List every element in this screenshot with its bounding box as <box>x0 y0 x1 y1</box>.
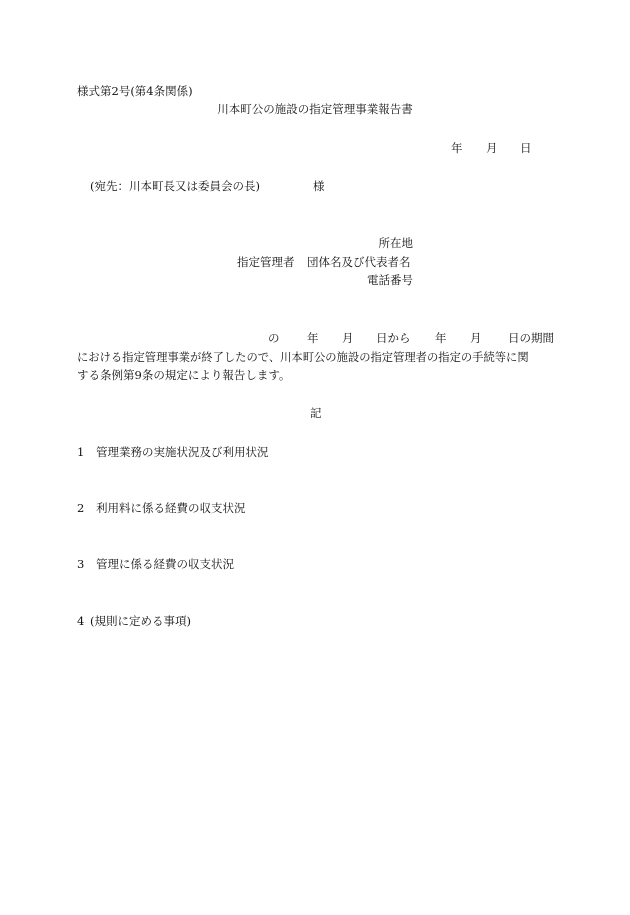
body-line-2: における指定管理事業が終了したので、川本町公の施設の指定管理者の指定の手続等に関 <box>77 351 529 364</box>
form-label: 様式第2号(第4条関係) <box>77 84 193 98</box>
addressee: (宛先：川本町長又は委員会の長) <box>90 179 260 193</box>
ki-heading: 記 <box>310 406 322 420</box>
item-text: 管理に係る経費の収支状況 <box>96 557 234 571</box>
address-label: 所在地 <box>378 236 413 250</box>
honorific: 様 <box>313 179 325 193</box>
body-line-3: する条例第9条の規定により報告します。 <box>77 368 291 382</box>
item-number: 4 <box>77 614 85 628</box>
phone-label: 電話番号 <box>367 273 413 287</box>
date-year: 年 <box>451 141 463 155</box>
item-text: 管理業務の実施状況及び利用状況 <box>96 445 269 459</box>
period-from: 日から <box>376 331 411 345</box>
period-year-1: 年 <box>307 331 319 345</box>
item-number: 3 <box>77 557 85 571</box>
item-text: (規則に定める事項) <box>90 614 191 628</box>
period-year-2: 年 <box>435 331 447 345</box>
period-month-2: 月 <box>470 331 482 345</box>
document-title: 川本町公の施設の指定管理事業報告書 <box>217 102 413 116</box>
item-number: 1 <box>77 445 85 459</box>
period-month-1: 月 <box>342 331 354 345</box>
item-number: 2 <box>77 501 85 515</box>
period-tail: 日の期間 <box>508 331 554 345</box>
role-label: 指定管理者 <box>237 255 295 269</box>
date-day: 日 <box>520 141 532 155</box>
period-no: の <box>268 331 280 345</box>
org-label: 団体名及び代表者名 <box>307 255 411 269</box>
item-text: 利用料に係る経費の収支状況 <box>96 501 246 515</box>
date-month: 月 <box>486 141 498 155</box>
